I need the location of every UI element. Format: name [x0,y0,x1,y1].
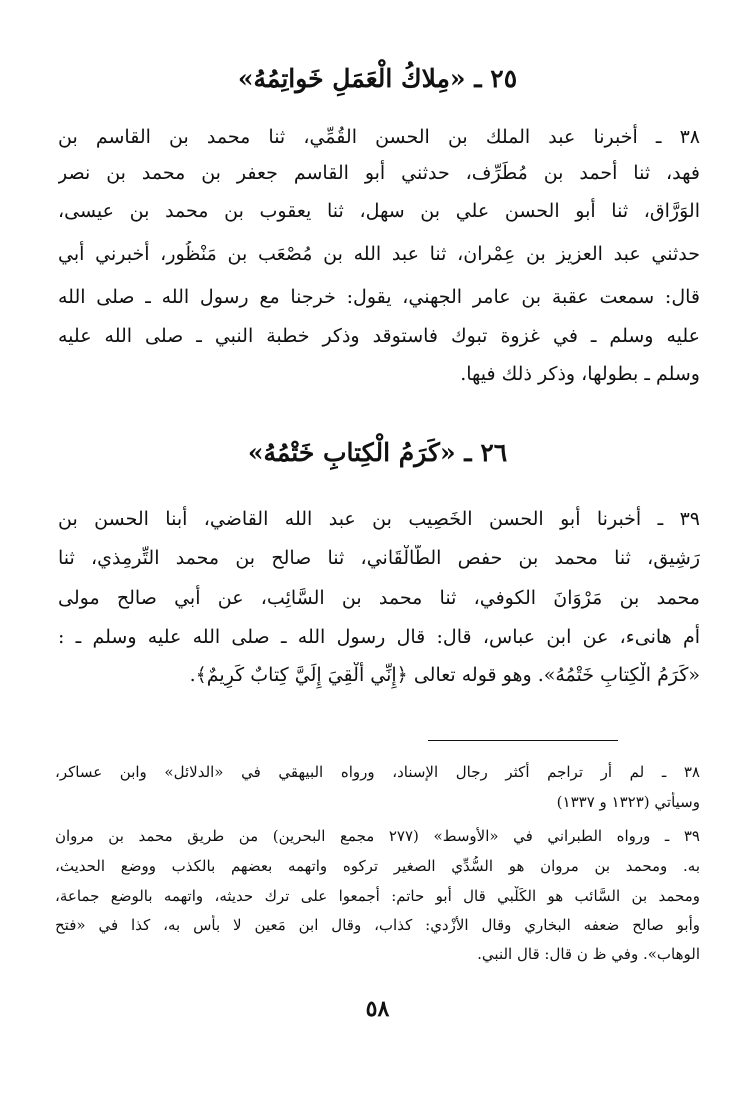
section-heading-26: ٢٦ ـ «كَرَمُ الْكِتابِ خَتْمُهُ» [247,438,508,467]
section-25-line-6: عليه وسلم ـ في غزوة تبوك فاستوقد وذكر خطبة النبي ـ صلى الله عليه [58,325,700,347]
section-25-line-3: الوَرَّاق، ثنا أبو الحسن علي بن سهل، ثنا يعقوب بن محمد بن عيسى، [58,200,700,222]
section-25-line-2: فهد، ثنا أحمد بن مُطَرِّف، حدثني أبو القاسم جعفر بن محمد بن نصر [58,162,700,184]
footnote-line-6: وأبو صالح ضعفه البخاري وقال الأَزْدي: كذاب، وقال ابن مَعين لا بأس به، كذا في «فتح [55,916,700,934]
footnote-line-2: وسيأتي (١٣٢٣ و ١٣٣٧) [556,793,700,811]
section-heading-25: ٢٥ ـ «مِلاكُ الْعَمَلِ خَواتِمُهُ» [237,64,518,93]
footnote-line-3: ٣٩ ـ ورواه الطبراني في «الأوسط» (٢٧٧ مجمع البحرين) من طريق محمد بن مروان [55,827,700,845]
footnote-line-4: به. ومحمد بن مروان هو السُّدِّي الصغير تركوه واتهمه بعضهم بالكذب ووضع الحديث، [55,857,700,875]
section-26-line-5: «كَرَمُ الْكِتابِ خَتْمُهُ». وهو قوله تعالى ﴿إِنِّي أُلْقِيَ إِلَيَّ كِتابٌ كَرِيمٌ﴾. [189,664,700,686]
footnote-separator [428,740,618,741]
section-26-line-4: أم هانىء، عن ابن عباس، قال: قال رسول الله ـ صلى الله عليه وسلم ـ : [58,626,700,648]
section-25-line-4: حدثني عبد العزيز بن عِمْران، ثنا عبد الله بن مُصْعَب بن مَنْظُور، أخبرني أبي [58,243,700,265]
footnote-line-7: الوهاب». وفي ظ ن قال: قال النبي. [477,945,700,963]
page-number: ٥٨ [365,996,390,1022]
section-25-line-5: قال: سمعت عقبة بن عامر الجهني، يقول: خرجنا مع رسول الله ـ صلى الله [58,286,700,308]
footnote-line-1: ٣٨ ـ لم أر تراجم أكثر رجال الإسناد، ورواه البيهقي في «الدلائل» وابن عساكر، [55,763,700,781]
section-25-line-7: وسلم ـ بطولها، وذكر ذلك فيها. [460,363,700,385]
section-26-line-3: محمد بن مَرْوَانَ الكوفي، ثنا محمد بن السَّائِب، عن أبي صالح مولى [58,587,700,609]
section-25-line-1: ٣٨ ـ أخبرنا عبد الملك بن الحسن القُمِّي، ثنا محمد بن القاسم بن [58,126,700,148]
section-26-line-2: رَشِيق، ثنا محمد بن حفص الطَّالْقَاني، ثنا صالح بن محمد التِّرمِذي، ثنا [58,547,700,569]
footnote-line-5: ومحمد بن السَّائب هو الكَلْبي قال أبو حاتم: أجمعوا على ترك حديثه، واتهمه بالوضع جماعة، [55,887,700,905]
section-26-line-1: ٣٩ ـ أخبرنا أبو الحسن الخَصِيب بن عبد الله القاضي، أبنا الحسن بن [58,508,700,530]
